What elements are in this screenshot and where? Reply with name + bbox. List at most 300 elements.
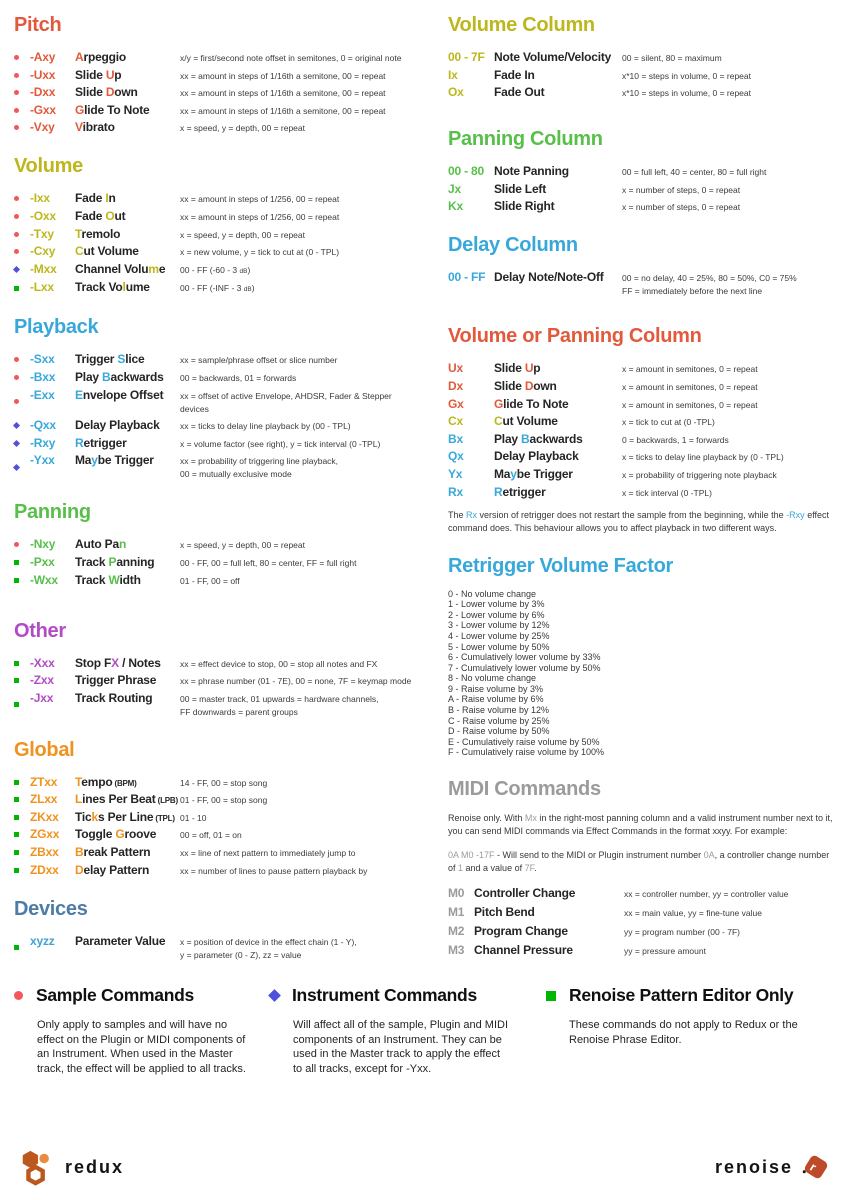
text-segment: xx = amount in steps of 1/16th a semitone, 00 = repeat [180,70,386,81]
pattern-bullet-icon [14,661,19,666]
command-label [494,270,622,284]
command-description [180,211,418,224]
text-segment: 01 - FF, 00 = stop song [180,795,268,806]
pattern-bullet-icon [14,578,19,583]
section-volume-or-panning-column [448,325,836,534]
command-description [180,264,418,278]
text-segment: rpeggio [83,50,127,64]
text-segment: B [102,369,111,384]
command-description [622,70,836,83]
text-segment: G [494,396,504,411]
text-segment: (BPM) [112,778,137,788]
command-code: ZTxx [30,774,58,789]
text-segment: Delay Playback [494,449,579,464]
command-description [622,381,836,394]
command-row [448,182,836,197]
text-segment: Ma [494,466,511,481]
command-label [494,379,622,393]
text-segment: p [114,67,122,82]
sample-bullet-icon [14,991,23,1000]
section-devices [14,898,418,962]
text-segment: ackwards [529,431,583,446]
description-line [180,211,418,224]
pattern-bullet-icon [14,560,19,565]
command-row [448,924,836,939]
command-description [180,557,418,570]
description-line [622,184,836,197]
description-line [622,434,836,447]
sample-bullet-icon [14,375,19,380]
command-row [448,199,836,214]
text-segment: n [108,191,116,206]
sample-bullet-icon [14,90,19,95]
description-line [180,539,418,552]
command-description [180,847,418,860]
text-segment: , a controller change number of [448,850,830,874]
command-description [622,399,836,412]
command-label [75,191,180,205]
sample-bullet-icon [14,196,19,201]
text-segment: G [75,102,85,117]
command-row [448,379,836,394]
description-line [180,693,418,706]
section-volume [14,155,418,296]
sample-bullet-icon [14,214,19,219]
sample-bullet-icon [14,542,19,547]
command-row [14,555,418,570]
redux-logo-icon [18,1148,56,1186]
list-item: D - Raise volume by 50% [448,726,550,737]
text-segment: etrigger [83,435,127,450]
command-label [75,827,180,841]
description-line [624,945,836,958]
command-row [448,886,836,901]
renoise-logo-text: renoise [714,1156,793,1177]
command-description [180,575,418,588]
command-code: M3 [448,943,465,958]
description-line [180,575,418,588]
description-line [180,865,418,878]
bullet-cell [14,945,30,950]
section-volume-column [448,14,836,100]
bullet-cell [14,868,30,873]
text-segment: Fade [75,191,106,206]
description-line [180,557,418,570]
list-item: 9 - Raise volume by 3% [448,683,544,694]
text-segment: O [105,208,115,223]
bullet-cell [14,73,30,78]
description-line [180,246,418,259]
legend-title: Instrument Commands [292,985,477,1005]
text-segment: lice [125,352,145,367]
command-label [494,68,622,82]
list-item: F - Cumulatively raise volume by 100% [448,747,605,758]
description-line [180,777,418,790]
text-segment: etrigger [502,484,546,499]
text-segment: P [108,554,117,569]
text-segment: x = speed, y = depth, 00 = repeat [180,540,305,551]
text-segment: y [91,453,98,468]
command-description [622,87,836,100]
text-segment: Slide [75,85,106,100]
description-line [180,264,418,278]
text-segment: dB [239,267,248,275]
bullet-cell [14,465,30,470]
text-segment: idth [119,572,141,587]
command-code: 00 - FF [448,270,486,285]
bullet-cell [14,815,30,820]
command-row [14,845,418,860]
text-segment: 00 - FF, 00 = full left, 80 = center, FF = full right [180,557,357,568]
legend-title: Renoise Pattern Editor Only [569,985,794,1005]
section-global [14,739,418,878]
command-label [474,943,624,957]
command-row [14,453,418,481]
command-row [14,537,418,552]
command-code: 00 - 80 [448,164,484,179]
command-code: Kx [448,199,463,214]
bullet-cell [14,108,30,113]
command-description [622,451,836,464]
pattern-bullet-icon [14,832,19,837]
command-description [180,87,418,100]
bullet-cell [14,55,30,60]
command-row [14,209,418,224]
sample-bullet-icon [14,357,19,362]
text-segment: x = new volume, y = tick to cut at (0 - TPL) [180,247,340,258]
text-segment: Fade In [494,67,535,82]
command-label [75,103,180,117]
section-title: Retrigger Volume Factor [448,554,673,577]
command-label [494,397,622,411]
text-segment: / Notes [118,655,161,670]
legend-head [14,985,270,1006]
description-line [622,399,836,412]
command-code: -Vxy [30,120,55,135]
command-row [14,68,418,83]
command-code: -Uxx [30,67,56,82]
description-line [180,675,418,688]
command-description [180,193,418,206]
text-segment: be Trigger [516,466,573,481]
text-segment: Trigger [75,352,118,367]
text-segment: l [122,280,126,295]
command-description [622,201,836,214]
description-line [180,936,418,949]
instrument-bullet-icon [13,266,20,273]
description-line [622,201,836,214]
text-segment: Parameter Value [75,933,166,948]
text-segment: elay Pattern [83,862,150,877]
bullet-cell [14,90,30,95]
text-segment: Tic [75,809,92,824]
command-row [448,164,836,179]
text-segment: D [524,378,534,393]
section-panning-column [448,128,836,214]
text-segment: 00 = master track, 01 upwards = hardware channels, [180,693,379,704]
command-code: Ox [448,85,464,100]
command-description [180,777,418,790]
text-segment: xx = main value, yy = fine-tune value [624,908,762,919]
bullet-cell [14,196,30,201]
text-segment: 1 [458,863,464,874]
section-title: Volume Column [448,14,595,36]
text-segment: Trigger Phrase [75,673,157,688]
section-title: Playback [14,316,99,339]
bullet-cell [14,560,30,565]
command-code: Bx [448,431,463,446]
sample-bullet-icon [14,249,19,254]
text-segment: x = speed, y = depth, 00 = repeat [180,123,305,134]
command-code: -Axy [30,50,56,64]
renoise-logo [715,1151,832,1183]
description-line [180,390,418,416]
text-segment: . [534,863,537,874]
legend-item-instrument [270,985,546,1076]
command-label [75,280,180,294]
section-title: Pitch [14,14,62,36]
command-label [75,262,180,276]
text-segment: x/y = first/second note offset in semitones, 0 = original note [180,53,402,63]
text-segment: Track [75,554,109,569]
section-retrigger-volume-factor [448,555,836,759]
description-line [180,420,418,433]
description-line [624,888,836,901]
text-segment: A [75,50,84,64]
command-description [622,52,836,65]
description-line [622,272,836,285]
command-row [14,436,418,451]
right-column [448,14,836,978]
command-label [75,85,180,99]
command-code: -Dxx [30,85,56,100]
sample-bullet-icon [14,108,19,113]
list-item: A - Raise volume by 6% [448,694,544,705]
bullet-cell [14,357,30,362]
text-segment: Controller Change [474,886,576,901]
text-segment: 00 - FF (-INF - 3 [180,283,244,294]
text-segment: be Trigger [97,453,154,468]
command-code: -Xxx [30,655,55,670]
command-row [14,775,418,790]
command-code: -Jxx [30,690,54,705]
text-segment: 00 = backwards, 01 = forwards [180,372,297,383]
renoise-logo-icon [800,1151,832,1183]
list-item: 4 - Lower volume by 25% [448,630,550,641]
command-label [75,388,180,402]
command-row [14,934,418,962]
command-label [75,792,180,806]
command-code: M0 [448,886,465,901]
command-row [14,120,418,135]
text-segment: C [75,244,84,259]
description-line [180,658,418,671]
command-code: Ix [448,67,458,82]
text-segment: dB [243,286,252,294]
instrument-bullet-icon [268,989,281,1002]
text-segment: nvelope Offset [82,387,164,402]
text-segment: B [75,845,84,860]
command-description [180,658,418,671]
left-column [14,14,418,982]
text-segment: (LPB) [155,796,178,806]
description-line [180,455,418,468]
text-segment: lide To Note [503,396,569,411]
command-description [180,52,418,65]
command-code: Ux [448,361,463,376]
pattern-bullet-icon [14,780,19,785]
command-label [75,370,180,384]
command-label [494,467,622,481]
command-description [624,945,836,958]
text-segment: 01 - FF, 00 = off [180,575,240,586]
command-label [75,50,180,64]
sample-bullet-icon [14,73,19,78]
text-segment: Track Vo [75,280,123,295]
command-code: ZGxx [30,827,60,842]
text-segment: G [115,827,125,842]
text-segment: x = number of steps, 0 = repeat [622,184,741,195]
section-title: Panning Column [448,128,603,151]
pattern-bullet-icon [14,868,19,873]
text-segment: 00 = off, 01 = on [180,830,242,841]
command-description [622,184,836,197]
text-segment: 00 = mutually exclusive mode [180,469,292,480]
text-segment: empo [81,774,113,789]
bullet-cell [14,542,30,547]
description-line [180,372,418,385]
text-segment: Rx [466,509,478,520]
description-line [180,438,418,451]
command-label [494,164,622,178]
command-label [494,85,622,99]
command-code: ZBxx [30,845,59,860]
command-row [14,103,418,118]
description-line [622,166,836,179]
bullet-cell [14,267,30,272]
instrument-bullet-icon [13,440,20,447]
list-item: C - Raise volume by 25% [448,715,550,726]
sample-bullet-icon [14,55,19,60]
command-code: xyzz [30,933,55,948]
list-item: 6 - Cumulatively lower volume by 33% [448,652,601,663]
text-segment: ume [125,280,150,295]
command-code: Cx [448,414,463,429]
text-segment: ) [251,283,255,294]
command-row [14,573,418,588]
command-description [622,469,836,482]
section-title: Volume or Panning Column [448,325,702,348]
instrument-bullet-icon [13,464,20,471]
text-segment: Delay Playback [75,418,160,433]
command-label [474,924,624,938]
list-item: 5 - Lower volume by 50% [448,641,550,652]
text-segment: xx = amount in steps of 1/256, 00 = repeat [180,211,340,222]
text-segment: y = parameter (0 - Z), zz = value [180,949,302,960]
description-line [180,354,418,367]
text-segment: yy = pressure amount [624,946,706,957]
command-label [75,810,180,824]
text-segment: own [533,378,557,393]
description-line [622,70,836,83]
command-description [180,246,418,259]
text-segment: Stop F [75,655,112,670]
description-line [180,70,418,83]
text-segment: Track [75,572,109,587]
command-description [622,166,836,179]
text-segment: ut Volume [502,414,558,429]
command-code: Dx [448,378,463,393]
section-title: MIDI Commands [448,778,601,801]
command-code: -Rxy [30,435,56,450]
command-description [180,693,418,719]
section-delay-column [448,234,836,298]
legend-item-sample [14,985,270,1076]
text-segment: 0A [703,850,715,861]
section-title: Panning [14,501,91,524]
legend-text: Will affect all of the sample, Plugin and MIDI components of an Instrument. They can be used in the Master track to apply the effect to all tracks, except for -Yxx. [293,1019,509,1075]
command-description [180,936,418,962]
command-code: M1 [448,905,465,920]
description-line [622,451,836,464]
command-description [622,434,836,447]
command-row [448,50,836,65]
text-segment: e [158,261,166,276]
command-label [474,905,624,919]
description-line [180,193,418,206]
command-description [624,907,836,920]
list-item: 3 - Lower volume by 12% [448,620,550,631]
text-segment: xx = amount in steps of 1/256, 00 = repeat [180,194,340,205]
text-segment: Ma [75,453,92,468]
text-segment: x = ticks to delay line playback by (0 - TPL) [622,452,784,463]
command-description [622,416,836,429]
text-segment: 0A M0 -17F [448,850,495,861]
command-row [14,262,418,278]
bullet-cell [14,661,30,666]
command-code: 00 - 7F [448,50,485,64]
command-row [14,418,418,433]
command-row [14,280,418,296]
text-segment: s Per Line [98,809,154,824]
command-label [75,436,180,450]
command-row [14,863,418,878]
command-row [14,691,418,719]
text-segment: S [117,352,126,367]
text-segment: Slide [75,67,106,82]
legend-head [270,985,546,1006]
pattern-bullet-icon [14,702,19,707]
description-line [622,416,836,429]
list-item: B - Raise volume by 12% [448,705,550,716]
text-segment: xx = probability of triggering line playback, [180,456,339,467]
description-line [180,949,418,962]
command-code: -Qxx [30,418,56,433]
command-description [180,282,418,296]
text-segment: p [533,361,541,376]
text-segment: FF = immediately before the next line [622,286,763,297]
command-description [180,675,418,688]
section-other [14,620,418,719]
command-code: -Mxx [30,261,57,276]
section-title: Global [14,738,75,761]
text-segment: xx = number of lines to pause pattern playback by [180,865,368,876]
command-row [14,792,418,807]
command-description [180,229,418,242]
text-segment: Pitch Bend [474,905,535,920]
text-segment: Fade [75,208,106,223]
legend [14,985,838,1076]
